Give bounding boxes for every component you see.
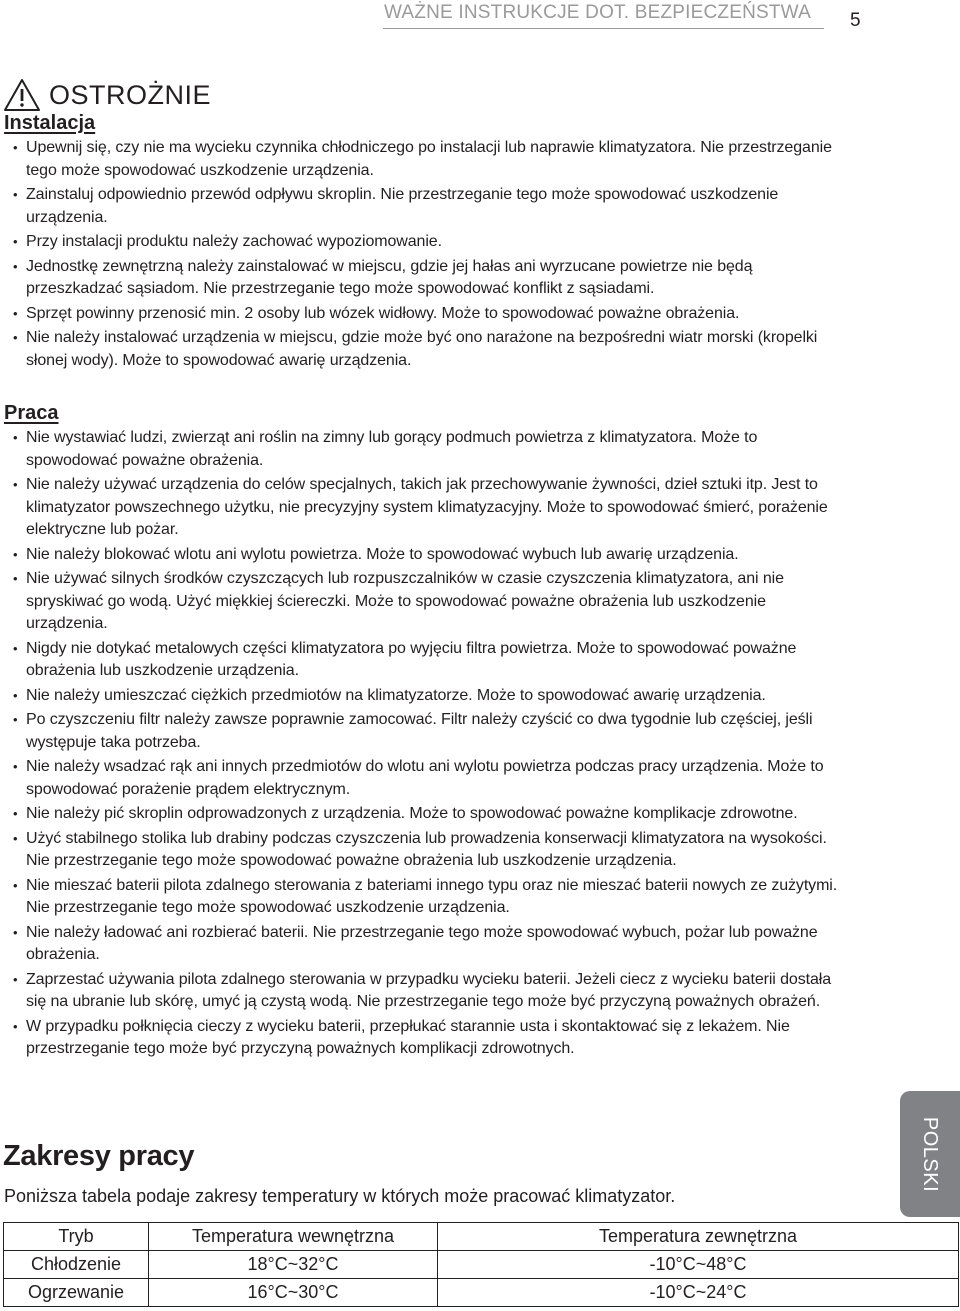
caution-title: OSTROŻNIE [49, 79, 212, 110]
table-cell: 18°C~32°C [149, 1251, 438, 1279]
list-item: • Nie należy umieszczać ciężkich przedmiotów na klimatyzatorze. Może to spowodować awarię urządzenia. [4, 685, 844, 708]
warning-triangle-icon [3, 78, 41, 112]
operation-title: Praca [4, 402, 59, 424]
header-rule [383, 28, 824, 29]
installation-title: Instalacja [4, 112, 96, 134]
installation-section [4, 111, 844, 374]
table-row [4, 1251, 959, 1279]
list-item: • Jednostkę zewnętrzną należy zainstalować w miejscu, gdzie jej hałas ani wyrzucane powietrze nie będą przeszkadzać sąsiadom. Nie przestrzeganie tego może spowodować konflikt z sąsiadami. [4, 256, 844, 301]
header-title: WAŻNE INSTRUKCJE DOT. BEZPIECZEŃSTWA [384, 2, 811, 23]
list-item: • Nie należy wsadzać rąk ani innych przedmiotów do wlotu ani wylotu powietrza podczas pracy urządzenia. Może to spowodować porażenie prądem elektrycznym. [4, 756, 844, 801]
temperature-range-table [3, 1222, 959, 1307]
list-item: • Zaprzestać używania pilota zdalnego sterowania w przypadku wycieku baterii. Jeżeli ciecz z wycieku baterii dostała się na ubranie lub skórę, umyć ją czystą wodą. Nie przestrzeganie tego może być przyczyną poważnych obrażeń. [4, 969, 844, 1014]
list-item: • Nie należy używać urządzenia do celów specjalnych, takich jak przechowywanie żywności, dzieł sztuki itp. Jest to klimatyzator powszechnego użytku, nie precyzyjny system klimatyzacyjny. Może to spowodować śmierć, porażenie elektryczne lub pożar. [4, 474, 844, 542]
page-number: 5 [850, 10, 861, 31]
list-item: • Nie mieszać baterii pilota zdalnego sterowania z bateriami innego typu oraz nie mieszać baterii nowych ze zużytymi. Nie przestrzeganie tego może spowodować uszkodzenie urządzenia. [4, 875, 844, 920]
list-item: • Zainstaluj odpowiednio przewód odpływu skroplin. Nie przestrzeganie tego może spowodować uszkodzenie urządzenia. [4, 184, 844, 229]
list-item: • Użyć stabilnego stolika lub drabiny podczas czyszczenia lub prowadzenia konserwacji klimatyzatora na wysokości. Nie przestrzeganie tego może spowodować poważne obrażenia lub uszkodzenie urządzenia. [4, 828, 844, 873]
caution-heading [3, 78, 211, 112]
table-cell: Ogrzewanie [4, 1279, 149, 1307]
list-item: • Nigdy nie dotykać metalowych części klimatyzatora po wyjęciu filtra powietrza. Może to spowodować poważne obrażenia lub uszkodzenie urządzenia. [4, 638, 844, 683]
table-cell: -10°C~24°C [438, 1279, 959, 1307]
table-row [4, 1279, 959, 1307]
operation-list [4, 427, 844, 1061]
list-item: • Nie należy pić skroplin odprowadzonych z urządzenia. Może to spowodować poważne komplikacje zdrowotne. [4, 803, 844, 826]
list-item: • Nie należy ładować ani rozbierać baterii. Nie przestrzeganie tego może spowodować wybuch, pożar lub poważne obrażenia. [4, 922, 844, 967]
ranges-title: Zakresy pracy [3, 1140, 195, 1172]
column-header: Temperatura wewnętrzna [149, 1223, 438, 1251]
list-item: • Sprzęt powinny przenosić min. 2 osoby lub wózek widłowy. Może to spowodować poważne obrażenia. [4, 303, 844, 326]
table-header-row [4, 1223, 959, 1251]
list-item: • Po czyszczeniu filtr należy zawsze poprawnie zamocować. Filtr należy czyścić co dwa tygodnie lub częściej, jeśli występuje taka potrzeba. [4, 709, 844, 754]
list-item: • Nie używać silnych środków czyszczących lub rozpuszczalników w czasie czyszczenia klimatyzatora, ani nie spryskiwać go wodą. Użyć miękkiej ściereczki. Może to spowodować poważne obrażenia lub uszkodzenie urządzenia. [4, 568, 844, 636]
list-item: • Nie wystawiać ludzi, zwierząt ani roślin na zimny lub gorący podmuch powietrza z klimatyzatora. Może to spowodować poważne obrażenia. [4, 427, 844, 472]
column-header: Temperatura zewnętrzna [438, 1223, 959, 1251]
list-item: • Nie należy blokować wlotu ani wylotu powietrza. Może to spowodować wybuch lub awarię urządzenia. [4, 544, 844, 567]
list-item: • Przy instalacji produktu należy zachować wypoziomowanie. [4, 231, 844, 254]
ranges-intro: Poniższa tabela podaje zakresy temperatury w których może pracować klimatyzator. [4, 1186, 676, 1206]
table-cell: 16°C~30°C [149, 1279, 438, 1307]
list-item: • W przypadku połknięcia cieczy z wycieku baterii, przepłukać starannie usta i skontaktować się z lekażem. Nie przestrzeganie tego może być przyczyną poważnych komplikacji zdrowotnych. [4, 1016, 844, 1061]
installation-list [4, 137, 844, 372]
language-tab [900, 1091, 960, 1217]
column-header: Tryb [4, 1223, 149, 1251]
language-tab-label: POLSKI [919, 1116, 942, 1192]
operation-section [4, 401, 844, 1063]
table-cell: Chłodzenie [4, 1251, 149, 1279]
table-cell: -10°C~48°C [438, 1251, 959, 1279]
list-item: • Nie należy instalować urządzenia w miejscu, gdzie może być ono narażone na bezpośredni wiatr morski (kropelki słonej wody). Może to spowodować awarię urządzenia. [4, 327, 844, 372]
list-item: • Upewnij się, czy nie ma wycieku czynnika chłodniczego po instalacji lub naprawie klimatyzatora. Nie przestrzeganie tego może spowodować uszkodzenie urządzenia. [4, 137, 844, 182]
